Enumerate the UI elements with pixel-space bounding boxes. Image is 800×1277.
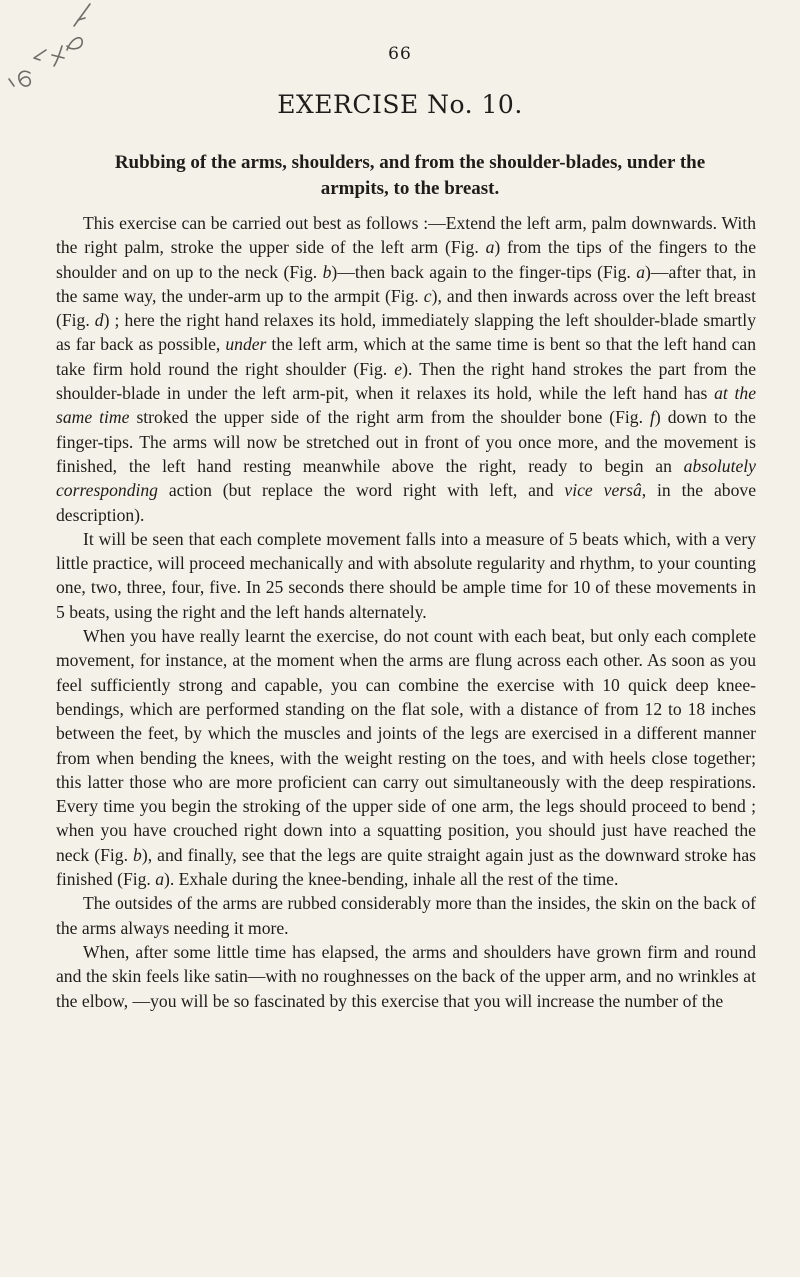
text-run: This exercise can be carried out best as follows :—Extend the left arm, palm downwards. With the right palm, stroke the upper side of the left arm (Fig. bbox=[56, 213, 756, 258]
italic-text: a bbox=[636, 261, 646, 282]
italic-text: d bbox=[94, 310, 104, 331]
text-run: When, after some little time has elapsed, the arms and shoulders have grown firm and round and the skin feels like satin—with no roughnesses on the back of the upper arm, and no wrinkles at the elbow, —you will be so fascinated by this exercise that you will increase the number of the bbox=[56, 941, 756, 1011]
italic-text: c bbox=[423, 285, 432, 306]
text-run: )—then back again to the finger-tips (Fig. bbox=[331, 261, 637, 282]
italic-text: vice versâ bbox=[564, 480, 642, 501]
italic-text: a bbox=[155, 869, 165, 890]
page-number: 66 bbox=[388, 44, 412, 64]
text-run: ) from the tips of the fingers to the shoulder and on up to the neck (Fig. bbox=[56, 237, 756, 282]
text-run: The outsides of the arms are rubbed considerably more than the insides, the skin on the back of the arms always needing it more. bbox=[56, 893, 756, 938]
paragraph bbox=[56, 211, 756, 527]
paragraph bbox=[56, 891, 756, 940]
text-run: stroked the upper side of the right arm from the shoulder bone (Fig. bbox=[129, 407, 650, 428]
text-run: action (but replace the word right with left, and bbox=[157, 480, 565, 501]
text-run: ) ; here the right hand relaxes its hold, immediately slapping the left shoulder-blade smartly as far back as possible, bbox=[56, 310, 756, 355]
text-run: )—after that, in the same way, the under-arm up to the armpit (Fig. bbox=[56, 261, 756, 306]
paragraph bbox=[56, 527, 756, 624]
italic-text: b bbox=[133, 844, 142, 865]
page-title: EXERCISE No. 10. bbox=[277, 90, 523, 119]
text-run: ). Then the right hand strokes the part from the shoulder-blade in under the left arm-pit, when it relaxes its hold, while the left hand has bbox=[56, 358, 756, 404]
italic-text: a bbox=[485, 237, 495, 258]
text-run: ), and finally, see that the legs are quite straight again just as the downward stroke has finished (Fig. bbox=[56, 844, 756, 890]
italic-text: b bbox=[322, 261, 332, 282]
italic-text: absolutely corresponding bbox=[56, 455, 756, 501]
text-run: , in the above description). bbox=[56, 480, 757, 525]
paragraph bbox=[56, 940, 756, 1013]
italic-text: f bbox=[649, 407, 655, 428]
subtitle: Rubbing of the arms, shoulders, and from the shoulder-blades, under the armpits, to the breast. bbox=[114, 152, 706, 199]
italic-text: e bbox=[394, 358, 403, 379]
text-run: ). Exhale during the knee-bending, inhale all the rest of the time. bbox=[164, 869, 619, 890]
italic-text: at the same time bbox=[56, 383, 756, 428]
text-run: the left arm, which at the same time is bent so that the left hand can take firm hold round the right shoulder (Fig. bbox=[56, 334, 756, 379]
text-run: ) down to the finger-tips. The arms will now be stretched out in front of you once more, and the movement is finished, the left hand resting meanwhile above the right, ready to begin an bbox=[56, 407, 756, 476]
text-run: When you have really learnt the exercise, do not count with each beat, but only each complete movement, for instance, at the moment when the arms are flung across each other. As soon as you feel sufficiently strong and capable, you can combine the exercise with 10 quick deep knee-bendings, which are performed standing on the flat sole, with a distance of from 12 to 18 inches between the feet, by which the muscles and joints of the legs are exercised in a different manner from when bending the knees, with the weight resting on the toes, and with heels close together; this latter those who are more proficient can carry out simultaneously with the deep respirations. Every time you begin the stroking of the upper side of one arm, the legs should proceed to bend ; when you have crouched right down into a squatting position, you should just have reached the neck (Fig. bbox=[56, 626, 756, 865]
italic-text: under bbox=[225, 334, 267, 355]
text-run: ), and then inwards across over the left breast (Fig. bbox=[56, 285, 756, 331]
text-run: It will be seen that each complete movement falls into a measure of 5 beats which, with a very little practice, will proceed mechanically and with absolute regularity and rhythm, to your counting one, two, three, four, five. In 25 seconds there should be ample time for 10 of these movements in 5 beats, using the right and the left hands alternately. bbox=[56, 528, 756, 622]
body-text bbox=[56, 211, 756, 1013]
paragraph bbox=[56, 624, 756, 891]
